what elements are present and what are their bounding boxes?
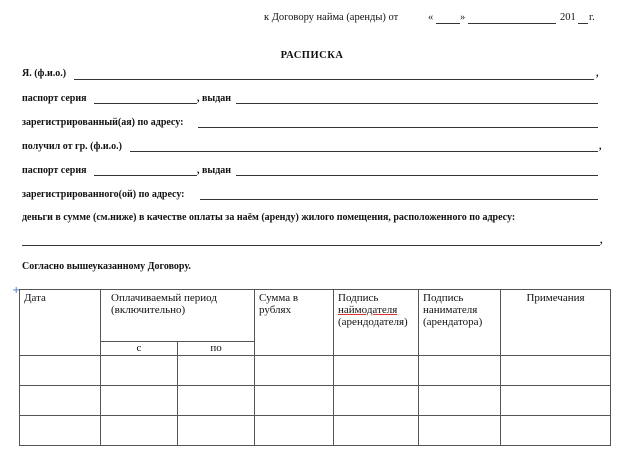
received-from-line [130,151,598,152]
month-blank-line [468,23,556,24]
passport1-line [94,103,197,104]
header-sum-line2: рублях [259,304,292,316]
header-sign-landlord-line3: (арендодателя) [338,316,408,328]
table-anchor-icon: + [12,285,21,296]
year-blank-line [578,23,588,24]
registered2-label: зарегистрированного(ой) по адресу: [22,189,185,200]
registered1-line [198,127,598,128]
header-sign-landlord-line2: наймодателя [338,304,398,316]
address-comma: , [600,235,603,246]
header-sign-landlord [334,290,419,356]
table-row [20,386,611,416]
received-from-comma: , [599,141,602,152]
table-cell[interactable] [334,356,419,386]
i-name-comma: , [596,68,599,79]
header-sign-tenant-line3: (арендатора) [423,316,483,328]
header-sign-tenant-line1: Подпись [423,292,464,304]
table-row [20,416,611,446]
table-cell[interactable] [178,416,255,446]
passport1-label: паспорт серия [22,93,87,104]
issued1-label: , выдан [197,93,232,104]
header-date [20,290,101,356]
address-line [22,245,600,246]
year-prefix: 201 [560,12,576,23]
table-cell[interactable] [501,416,611,446]
header-sign-tenant [419,290,501,356]
according-label: Согласно вышеуказанному Договору. [22,261,191,272]
i-name-label: Я. (ф.и.о.) [22,68,67,79]
i-name-line [74,79,594,80]
table-cell[interactable] [20,386,101,416]
contract-text: к Договору найма (аренды) от [264,12,399,23]
header-notes-text: Примечания [526,292,585,304]
table-cell[interactable] [419,386,501,416]
issued2-line [236,175,598,176]
day-blank-line [436,23,460,24]
received-from-label: получил от гр. (ф.и.о.) [22,141,122,152]
table-cell[interactable] [101,386,178,416]
table-cell[interactable] [501,356,611,386]
table-cell[interactable] [255,416,334,446]
table-row [20,356,611,386]
header-from-text: с [136,342,142,354]
table-cell[interactable] [419,416,501,446]
passport2-line [94,175,197,176]
date-quote-open: « [428,12,434,23]
header-date-text: Дата [24,292,46,304]
table-cell[interactable] [178,386,255,416]
header-notes [501,290,611,356]
table-cell[interactable] [20,416,101,446]
issued1-line [236,103,598,104]
table-cell[interactable] [255,386,334,416]
header-to-text: по [210,342,222,354]
contract-header [264,12,398,23]
payments-table [19,289,611,446]
header-sign-landlord-line1: Подпись [338,292,379,304]
table-cell[interactable] [20,356,101,386]
header-period-line1: Оплачиваемый период [111,292,217,304]
year-suffix: г. [589,12,595,23]
table-cell[interactable] [101,356,178,386]
registered2-line [200,199,598,200]
header-sum-line1: Сумма в [259,292,299,304]
page-title: РАСПИСКА [280,50,344,61]
money-text-label: деньги в сумме (см.ниже) в качестве оплаты за наём (аренду) жилого помещения, расположенного по адресу: [22,212,516,223]
table-cell[interactable] [255,356,334,386]
table-cell[interactable] [101,416,178,446]
table-cell[interactable] [334,386,419,416]
table-cell[interactable] [178,356,255,386]
header-period-line2: (включительно) [111,304,186,316]
header-period [101,290,255,342]
table-cell[interactable] [419,356,501,386]
passport2-label: паспорт серия [22,165,87,176]
date-quote-close: » [460,12,466,23]
header-to [178,342,255,356]
header-from [101,342,178,356]
header-sign-tenant-line2: нанимателя [423,304,478,316]
table-cell[interactable] [501,386,611,416]
issued2-label: , выдан [197,165,232,176]
registered1-label: зарегистрированный(ая) по адресу: [22,117,184,128]
table-cell[interactable] [334,416,419,446]
header-sum [255,290,334,356]
